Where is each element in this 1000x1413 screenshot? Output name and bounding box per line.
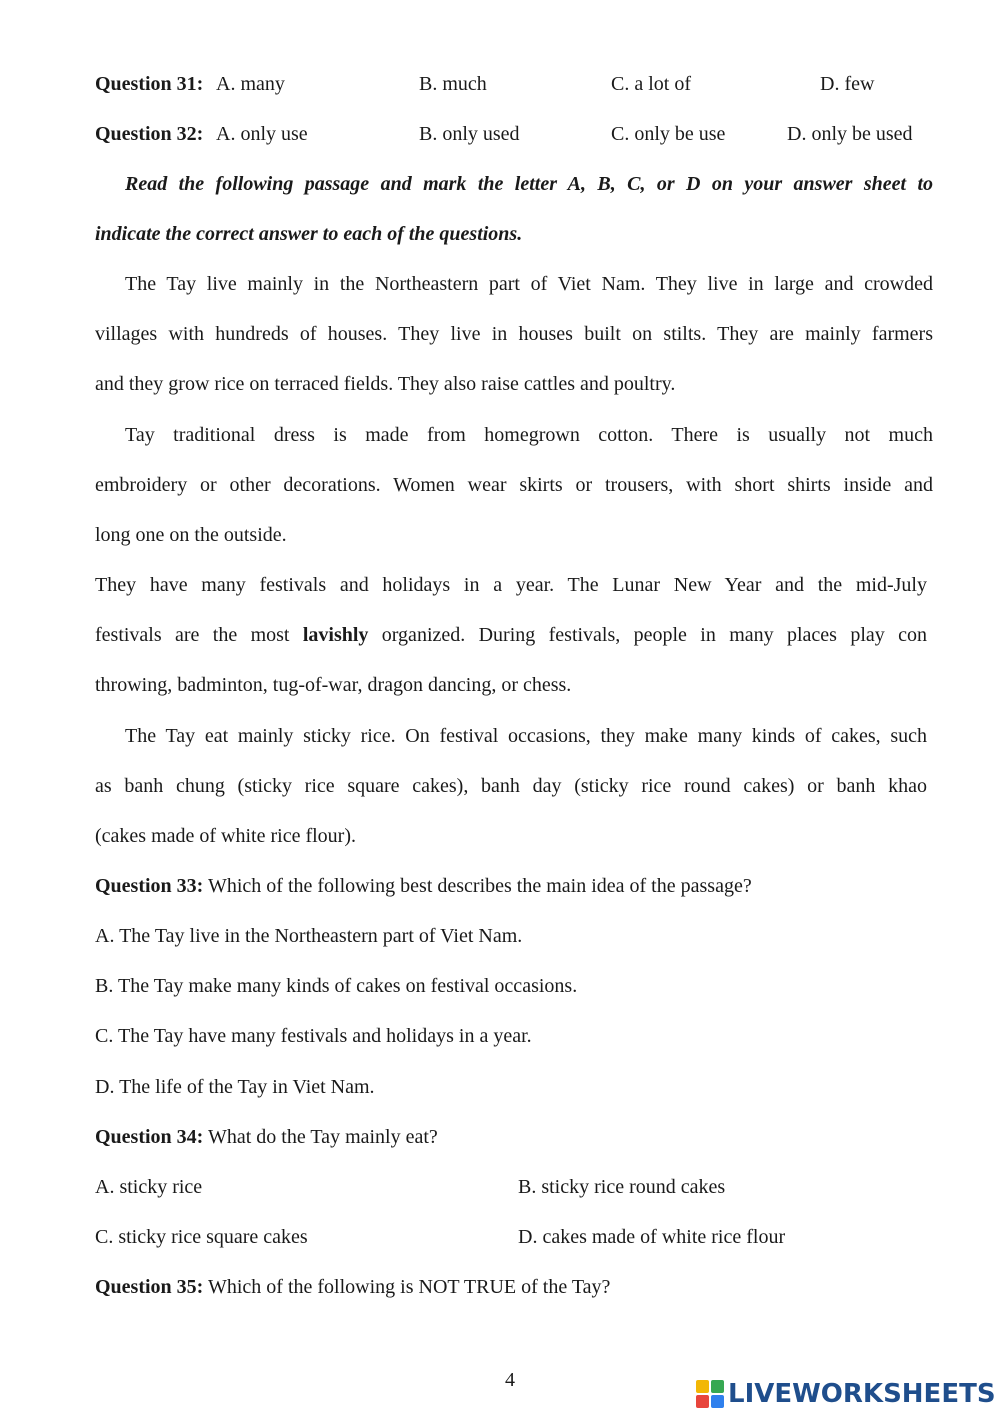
passage-p3-line-2-start: festivals are the most	[95, 624, 303, 646]
question-34-prompt	[95, 1125, 438, 1149]
q31-option-d[interactable]: D. few	[820, 73, 875, 95]
question-32-label: Question 32:	[95, 123, 204, 145]
liveworksheets-logo-icon	[696, 1380, 724, 1408]
passage-p3-line-3: throwing, badminton, tug-of-war, dragon dancing, or chess.	[95, 674, 572, 696]
liveworksheets-logo-text: LIVEWORKSHEETS	[728, 1379, 996, 1409]
highlighted-word-lavishly: lavishly	[302, 624, 369, 646]
q32-option-c[interactable]: C. only be use	[611, 123, 726, 145]
question-31-row	[95, 72, 203, 96]
q32-option-b[interactable]: B. only used	[419, 123, 520, 145]
question-34-label: Question 34:	[95, 1126, 204, 1148]
q33-option-a[interactable]: A. The Tay live in the Northeastern part of Viet Nam.	[95, 925, 523, 947]
page-number: 4	[505, 1369, 515, 1391]
q32-option-d[interactable]: D. only be used	[787, 123, 913, 145]
passage-p4-line-2: as banh chung (sticky rice square cakes), banh day (sticky rice round cakes) or banh khao	[95, 775, 927, 797]
question-33-label: Question 33:	[95, 875, 204, 897]
q34-option-d[interactable]: D. cakes made of white rice flour	[518, 1226, 786, 1248]
passage-p4-line-1: The Tay eat mainly sticky rice. On festival occasions, they make many kinds of cakes, such	[125, 725, 927, 747]
question-35-prompt	[95, 1275, 610, 1299]
question-33-prompt	[95, 874, 752, 898]
passage-p1-line-2: villages with hundreds of houses. They live in houses built on stilts. They are mainly farmers	[95, 323, 933, 345]
q34-option-c[interactable]: C. sticky rice square cakes	[95, 1226, 308, 1248]
question-35-label: Question 35:	[95, 1276, 204, 1298]
q34-option-b[interactable]: B. sticky rice round cakes	[518, 1176, 726, 1198]
passage-p2-line-2: embroidery or other decorations. Women wear skirts or trousers, with short shirts inside and	[95, 474, 933, 496]
passage-p3-line-2	[95, 623, 927, 647]
question-35-text: Which of the following is NOT TRUE of the Tay?	[203, 1276, 611, 1298]
passage-p1-line-1: The Tay live mainly in the Northeastern part of Viet Nam. They live in large and crowded	[125, 273, 933, 295]
q32-option-a[interactable]: A. only use	[216, 123, 308, 145]
instruction-line-2: indicate the correct answer to each of the questions.	[95, 223, 523, 245]
question-31-label: Question 31:	[95, 73, 204, 95]
question-34-text: What do the Tay mainly eat?	[203, 1126, 438, 1148]
passage-p2-line-1: Tay traditional dress is made from homegrown cotton. There is usually not much	[125, 424, 933, 446]
question-32-row	[95, 122, 203, 146]
q34-option-a[interactable]: A. sticky rice	[95, 1176, 203, 1198]
q33-option-c[interactable]: C. The Tay have many festivals and holidays in a year.	[95, 1025, 532, 1047]
passage-p4-line-3: (cakes made of white rice flour).	[95, 825, 356, 847]
q31-option-b[interactable]: B. much	[419, 73, 487, 95]
passage-p3-line-1: They have many festivals and holidays in a year. The Lunar New Year and the mid-July	[95, 574, 927, 596]
q33-option-d[interactable]: D. The life of the Tay in Viet Nam.	[95, 1076, 375, 1098]
instruction-line-1: Read the following passage and mark the letter A, B, C, or D on your answer sheet to	[125, 173, 933, 195]
passage-p3-line-2-end: organized. During festivals, people in many places play con	[368, 624, 927, 646]
q31-option-a[interactable]: A. many	[216, 73, 285, 95]
q33-option-b[interactable]: B. The Tay make many kinds of cakes on festival occasions.	[95, 975, 578, 997]
passage-p2-line-3: long one on the outside.	[95, 524, 287, 546]
q31-option-c[interactable]: C. a lot of	[611, 73, 691, 95]
question-33-text: Which of the following best describes the main idea of the passage?	[203, 875, 752, 897]
liveworksheets-logo[interactable]	[696, 1377, 996, 1411]
passage-p1-line-3: and they grow rice on terraced fields. They also raise cattles and poultry.	[95, 373, 676, 395]
